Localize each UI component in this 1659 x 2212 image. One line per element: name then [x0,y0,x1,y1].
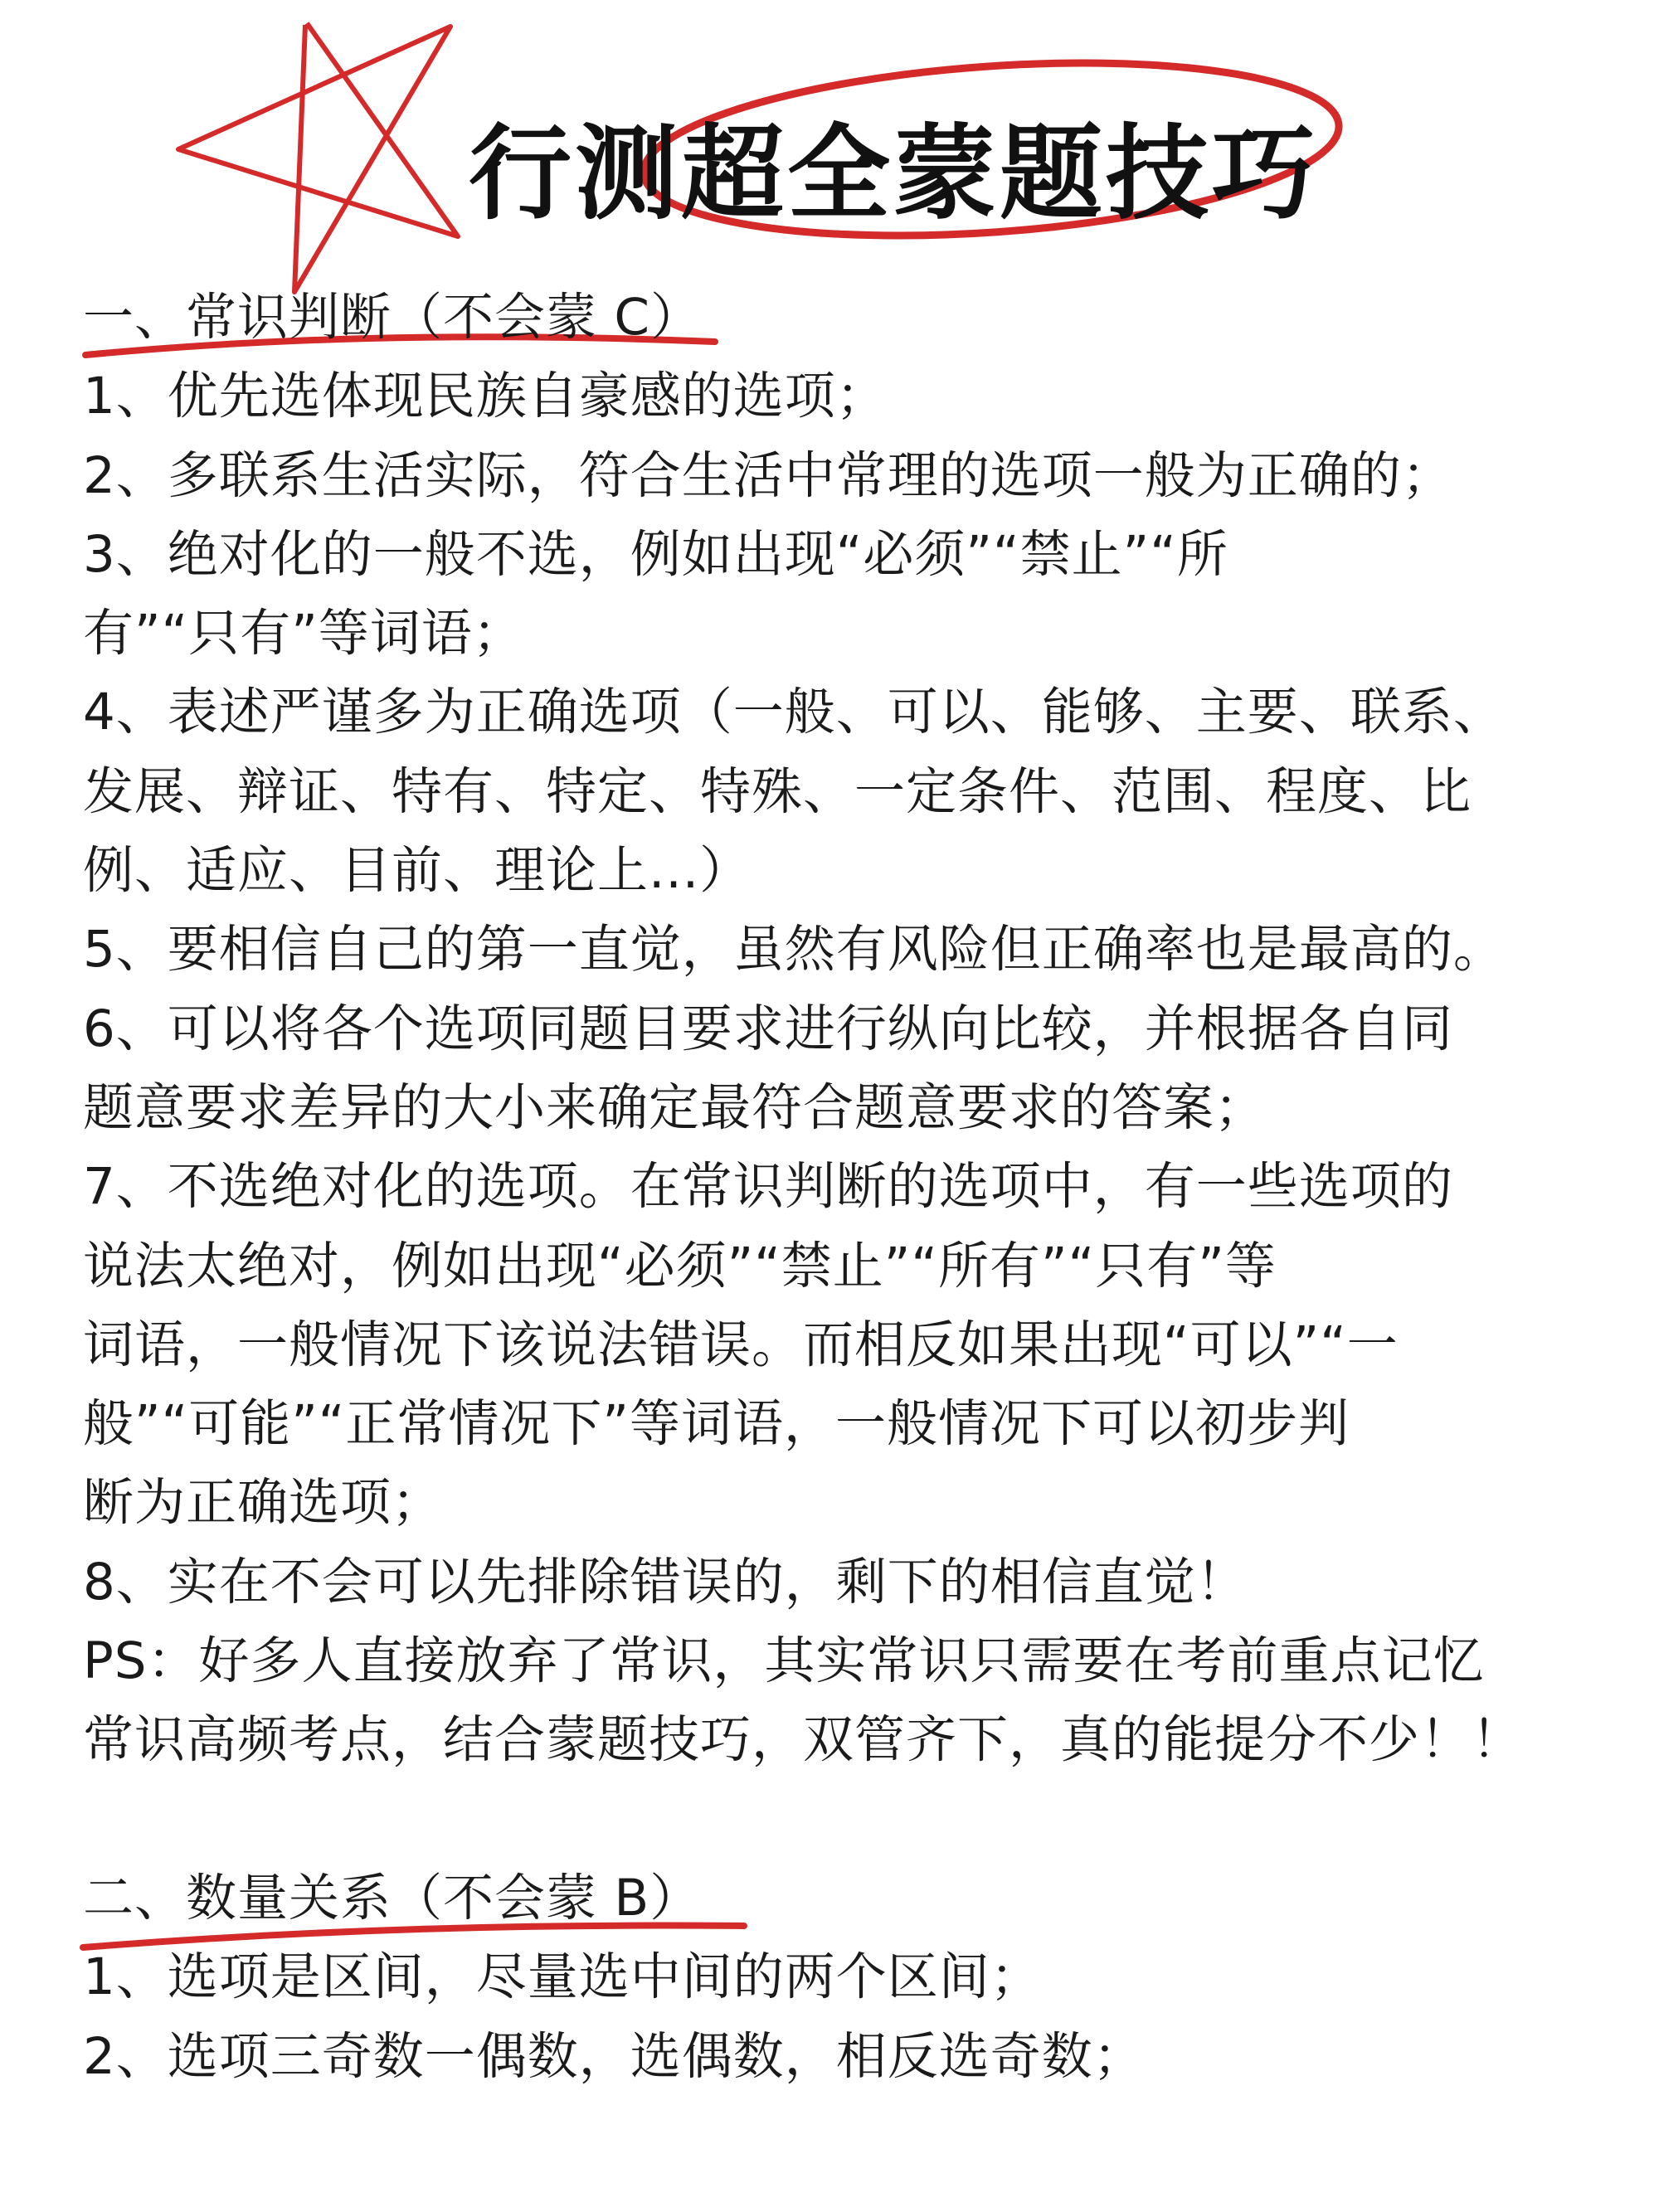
document-body [83,278,1601,2096]
text-line: 3、绝对化的一般不选，例如出现“必须”“禁止”“所 [83,524,1228,584]
text-line: 1、优先选体现民族自豪感的选项； [83,367,888,426]
text-line: 6、可以将各个选项同题目要求进行纵向比较，并根据各自同 [83,999,1453,1058]
text-line: 题意要求差异的大小来确定最符合题意要求的答案； [83,1077,1267,1137]
text-line: 般”“可能”“正常情况下”等词语，一般情况下可以初步判 [83,1394,1350,1454]
text-line: 7、不选绝对化的选项。在常识判断的选项中，有一些选项的 [83,1157,1453,1217]
text-line: 说法太绝对，例如出现“必须”“禁止”“所有”“只有”等 [83,1236,1277,1296]
text-line: 断为正确选项； [83,1473,444,1533]
text-line: 8、实在不会可以先排除错误的，剩下的相信直觉！ [83,1552,1248,1612]
text-line: 常识高频考点，结合蒙题技巧，双管齐下，真的能提分不少！！ [83,1710,1524,1770]
text-line: 1、选项是区间，尽量选中间的两个区间； [83,1947,1042,2007]
section-heading: 二、数量关系（不会蒙 B） [83,1868,702,1928]
text-line: 例、适应、目前、理论上...） [83,841,752,901]
text-line: 2、多联系生活实际，符合生活中常理的选项一般为正确的； [83,445,1453,505]
section-heading: 一、常识判断（不会蒙 C） [83,288,702,347]
text-line: PS：好多人直接放弃了常识，其实常识只需要在考前重点记忆 [83,1631,1485,1691]
text-line: 有”“只有”等词语； [83,604,524,664]
text-line: 词语，一般情况下该说法错误。而相反如果出现“可以”“一 [83,1315,1399,1374]
text-line: 5、要相信自己的第一直觉，虽然有风险但正确率也是最高的。 [83,920,1505,980]
page-title: 行测超全蒙题技巧 [469,114,1319,234]
text-line: 2、选项三奇数一偶数，选偶数，相反选奇数； [83,2026,1145,2086]
text-line: 4、表述严谨多为正确选项（一般、可以、能够、主要、联系、 [83,683,1505,742]
text-line: 发展、辩证、特有、特定、特殊、一定条件、范围、程度、比 [83,761,1472,821]
red-star-icon [178,23,458,292]
